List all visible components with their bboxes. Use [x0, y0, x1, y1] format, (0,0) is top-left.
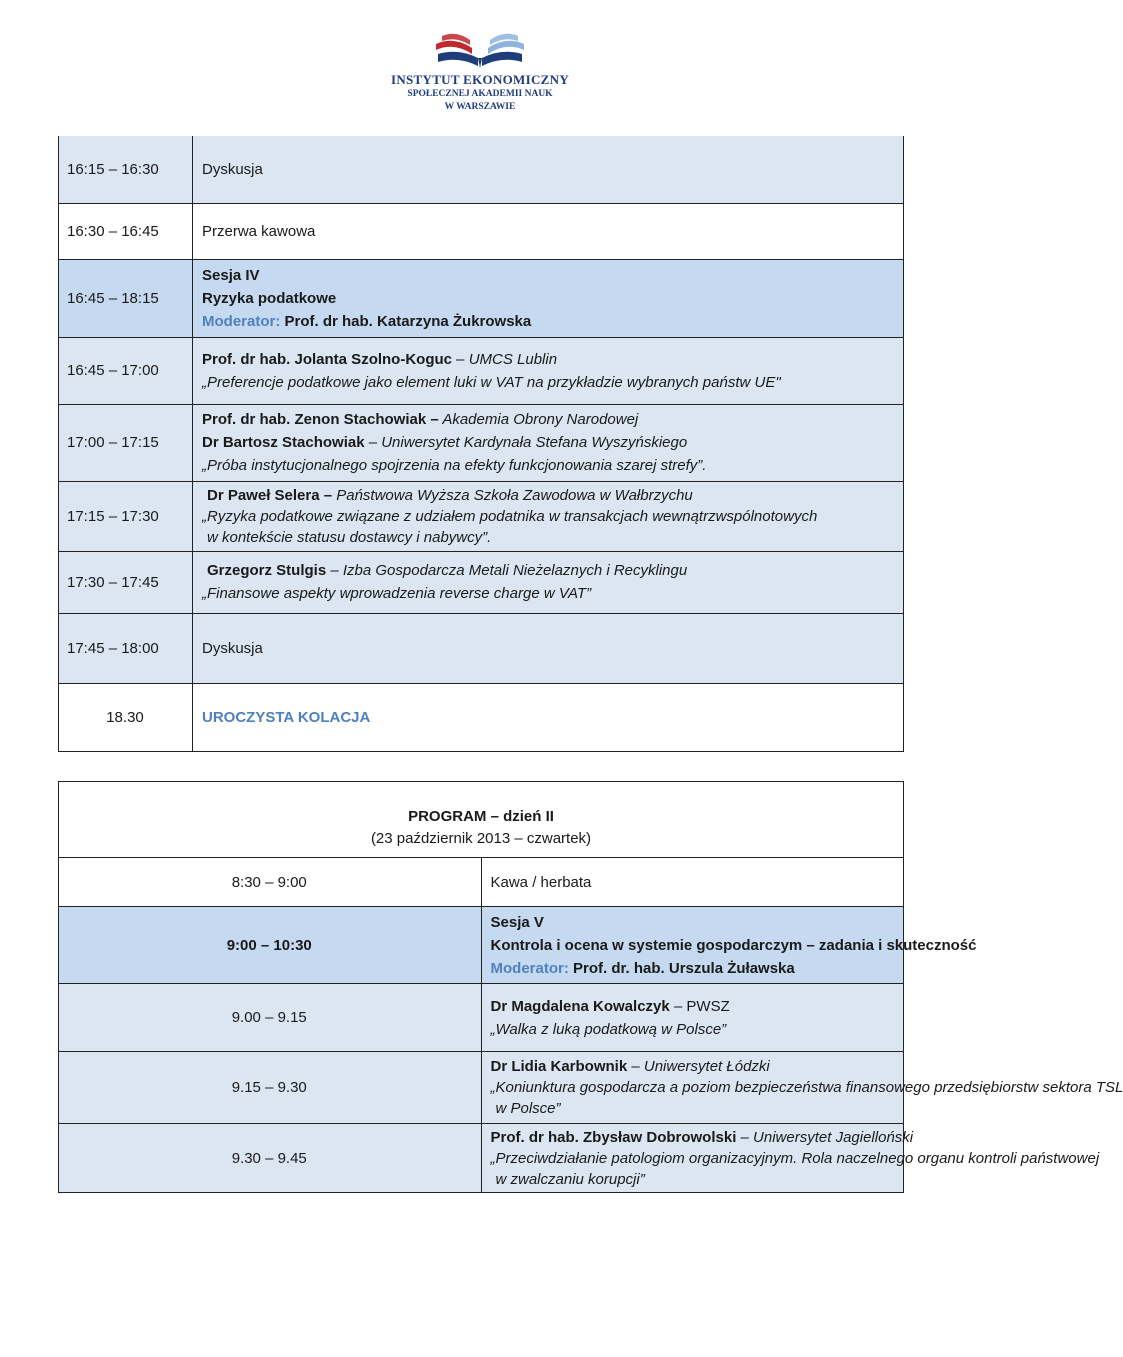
time-cell: 8:30 – 9:00 [59, 858, 482, 907]
talk-title-cont: w kontekście statusu dostawcy i nabywcy”. [207, 528, 492, 546]
org-name-line2: SPOŁECZNEJ AKADEMII NAUK [407, 89, 553, 99]
time-cell: 18.30 [59, 683, 193, 751]
header [0, 30, 960, 114]
speaker-name: Grzegorz Stulgis [207, 562, 327, 579]
talk-title: „Finansowe aspekty wprowadzenia reverse charge w VAT” [202, 585, 592, 602]
time-cell: 9.30 – 9.45 [59, 1124, 482, 1193]
program-header-row [59, 782, 904, 858]
speaker-line [202, 485, 894, 506]
table-row [59, 481, 904, 551]
time-cell: 9:00 – 10:30 [59, 907, 482, 984]
table-row [59, 984, 904, 1052]
time-cell: 9.15 – 9.30 [59, 1052, 482, 1124]
talk-title: „Ryzyka podatkowe związane z udziałem podatnika w transakcjach wewnątrzwspólnotowych [202, 507, 818, 525]
talk-cell [193, 404, 904, 481]
speaker-name: Dr Paweł Selera – [207, 486, 333, 504]
talk-cell [481, 984, 904, 1052]
item-cell: Kawa / herbata [481, 858, 904, 907]
moderator-name: Prof. dr hab. Katarzyna Żukrowska [284, 312, 532, 330]
session-title: Ryzyka podatkowe [202, 289, 337, 307]
speaker-name: Prof. dr hab. Zenon Stachowiak – [202, 411, 439, 428]
speaker-name: Dr Lidia Karbownik [490, 1058, 628, 1075]
speaker-line [202, 408, 894, 431]
time-cell: 16:45 – 18:15 [59, 259, 193, 337]
speaker-affiliation: – Izba Gospodarcza Metali Nieżelaznych i Recyklingu [326, 562, 688, 579]
table-row [59, 551, 904, 613]
talk-title: „Przeciwdziałanie patologiom organizacyjnym. Rola naczelnego organu kontroli państwowej [490, 1149, 1100, 1167]
table-row [59, 337, 904, 404]
session-label: Sesja IV [202, 266, 260, 284]
speaker-name: Prof. dr hab. Zbysław Dobrowolski [490, 1128, 737, 1146]
org-name-line1: INSTYTUT EKONOMICZNY [390, 72, 570, 87]
table-row [59, 1052, 904, 1124]
talk-cell [481, 1052, 1123, 1124]
time-cell: 16:15 – 16:30 [59, 136, 193, 203]
book-logo-icon [432, 30, 528, 70]
item-cell: Przerwa kawowa [193, 203, 904, 259]
speaker-affiliation: – Uniwersytet Jagielloński [736, 1128, 914, 1146]
time-cell: 16:30 – 16:45 [59, 203, 193, 259]
moderator-line [491, 957, 895, 980]
session-title: Kontrola i ocena w systemie gospodarczym – zadania i skuteczność [490, 936, 977, 954]
speaker-affiliation: – UMCS Lublin [452, 350, 558, 368]
talk-cell [193, 481, 904, 551]
session-cell [481, 907, 977, 984]
session-row [59, 907, 904, 984]
table-row [59, 613, 904, 683]
moderator-line [202, 310, 894, 333]
table-row [59, 404, 904, 481]
program-header-cell [59, 782, 904, 858]
talk-cell [481, 1124, 1100, 1193]
dinner-cell: UROCZYSTA KOLACJA [193, 683, 904, 751]
table-row [59, 136, 904, 203]
talk-title: „Preferencje podatkowe jako element luki w VAT na przykładzie wybranych państw UE" [202, 373, 781, 391]
speaker-line [202, 348, 894, 371]
speaker-name: Dr Magdalena Kowalczyk [490, 997, 670, 1015]
talk-title: „Walka z luką podatkową w Polsce” [490, 1020, 727, 1038]
speaker-line [202, 559, 894, 582]
session-row [59, 259, 904, 337]
talk-title: „Próba instytucjonalnego spojrzenia na efekty funkcjonowania szarej strefy”. [202, 457, 707, 474]
speaker-line [491, 995, 895, 1018]
talk-cell [193, 337, 904, 404]
speaker-affiliation: – Uniwersytet Łódzki [627, 1058, 770, 1075]
speaker-line [202, 431, 894, 454]
speaker-affiliation: – Uniwersytet Kardynała Stefana Wyszyńskiego [364, 434, 688, 451]
table-row [59, 858, 904, 907]
time-cell: 17:30 – 17:45 [59, 551, 193, 613]
session-cell [193, 259, 904, 337]
program-date: (23 październik 2013 – czwartek) [370, 829, 592, 847]
speaker-name: Dr Bartosz Stachowiak [202, 434, 365, 451]
item-cell: Dyskusja [193, 136, 904, 203]
time-cell: 9.00 – 9.15 [59, 984, 482, 1052]
talk-title: „Koniunktura gospodarcza a poziom bezpieczeństwa finansowego przedsiębiorstw sektora TSL [490, 1079, 1123, 1096]
table-row [59, 203, 904, 259]
speaker-line [490, 1127, 914, 1148]
time-cell: 16:45 – 17:00 [59, 337, 193, 404]
moderator-name: Prof. dr. hab. Urszula Żuławska [573, 959, 795, 977]
table-row [59, 683, 904, 751]
program-day2-table [58, 781, 1123, 1193]
time-cell: 17:00 – 17:15 [59, 404, 193, 481]
speaker-affiliation: Akademia Obrony Narodowej [438, 411, 639, 428]
speaker-name: Prof. dr hab. Jolanta Szolno-Koguc [202, 350, 453, 368]
program-title: PROGRAM – dzień II [408, 807, 554, 825]
moderator-label: Moderator: [202, 312, 281, 330]
speaker-affiliation: Państwowa Wyższa Szkoła Zawodowa w Wałbrzychu [332, 486, 693, 504]
session-label: Sesja V [490, 913, 544, 931]
item-cell: Dyskusja [193, 613, 904, 683]
org-name-line3: W WARSZAWIE [444, 102, 516, 112]
talk-title-cont: w Polsce” [495, 1100, 561, 1117]
program-day1-table [58, 136, 904, 752]
talk-title-cont: w zwalczaniu korupcji” [495, 1170, 645, 1188]
time-cell: 17:15 – 17:30 [59, 481, 193, 551]
time-cell: 17:45 – 18:00 [59, 613, 193, 683]
moderator-label: Moderator: [490, 959, 569, 977]
table-row [59, 1124, 904, 1193]
speaker-line [491, 1056, 895, 1077]
speaker-affiliation: – PWSZ [669, 997, 730, 1015]
talk-cell [193, 551, 904, 613]
